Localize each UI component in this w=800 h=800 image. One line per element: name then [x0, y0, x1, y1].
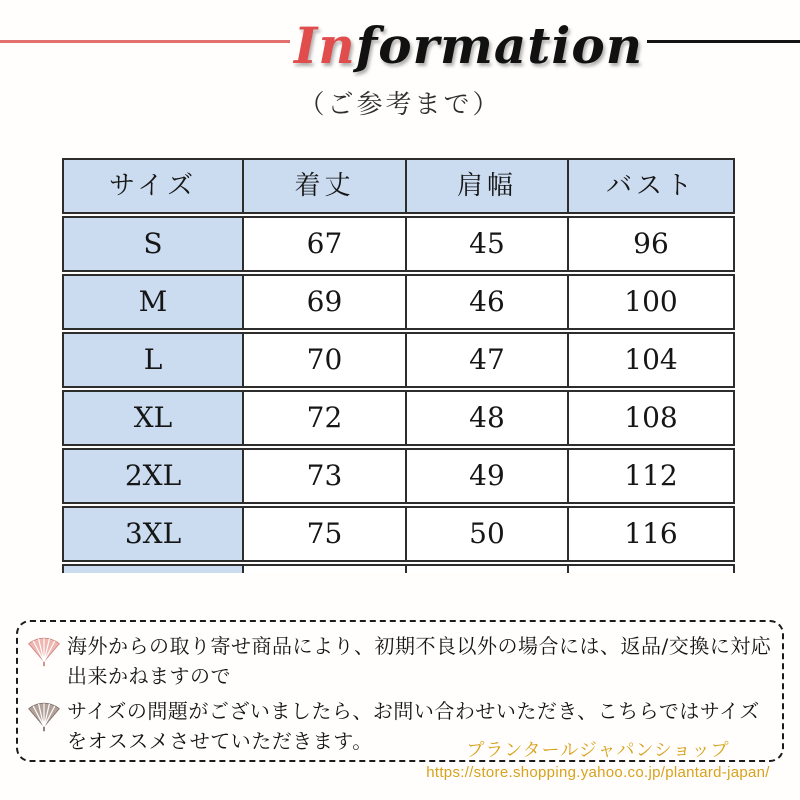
bust-cell: 96	[567, 218, 733, 270]
column-header-shoulder: 肩幅	[405, 160, 567, 212]
size-cell: M	[64, 276, 242, 328]
table-row	[62, 332, 735, 388]
shoulder-cell: 46	[405, 276, 567, 328]
size-cell: 2XL	[64, 450, 242, 502]
table-row	[62, 448, 735, 504]
shop-name: プランタールジャパンショップ	[466, 740, 730, 760]
bust-cell: 100	[567, 276, 733, 328]
size-table	[62, 158, 735, 573]
bust-cell: 104	[567, 334, 733, 386]
shop-credit	[400, 736, 796, 781]
shoulder-cell: 48	[405, 392, 567, 444]
size-cell: XL	[64, 392, 242, 444]
size-cell: L	[64, 334, 242, 386]
page-title-rest: formation	[355, 15, 644, 75]
length-cell: 67	[242, 218, 405, 270]
title-left-divider	[0, 40, 290, 43]
table-row	[62, 274, 735, 330]
shoulder-cell: 50	[405, 508, 567, 560]
size-cell: S	[64, 218, 242, 270]
length-cell: 70	[242, 334, 405, 386]
title-right-divider	[647, 40, 800, 43]
page-subtitle: （ご参考まで）	[298, 90, 502, 120]
note-text: 海外からの取り寄せ商品により、初期不良以外の場合には、返品/交換に対応出来かねますので	[67, 634, 772, 688]
folding-fan-icon	[24, 632, 64, 668]
table-row	[62, 390, 735, 446]
column-header-bust: バスト	[567, 160, 733, 212]
page-title	[290, 16, 647, 75]
note-item	[24, 631, 772, 691]
shoulder-cell: 49	[405, 450, 567, 502]
length-cell: 75	[242, 508, 405, 560]
size-cell: 3XL	[64, 508, 242, 560]
title-bar	[0, 12, 800, 78]
table-partial-row	[62, 564, 735, 573]
column-header-size: サイズ	[64, 160, 242, 212]
size-table-header-row	[62, 158, 735, 214]
bust-cell: 108	[567, 392, 733, 444]
note-text: サイズの問題がございましたら、お問い合わせいただき、こちらではサイズをオススメさせていただきます。	[67, 699, 760, 753]
page-title-accent: In	[294, 15, 356, 75]
length-cell: 73	[242, 450, 405, 502]
table-row	[62, 216, 735, 272]
bust-cell: 112	[567, 450, 733, 502]
folding-fan-icon	[24, 697, 64, 733]
shoulder-cell: 47	[405, 334, 567, 386]
shoulder-cell: 45	[405, 218, 567, 270]
table-row	[62, 506, 735, 562]
shop-url-link[interactable]: https://store.shopping.yahoo.co.jp/plantard-japan/	[426, 764, 770, 781]
length-cell: 72	[242, 392, 405, 444]
bust-cell: 116	[567, 508, 733, 560]
column-header-length: 着丈	[242, 160, 405, 212]
length-cell: 69	[242, 276, 405, 328]
